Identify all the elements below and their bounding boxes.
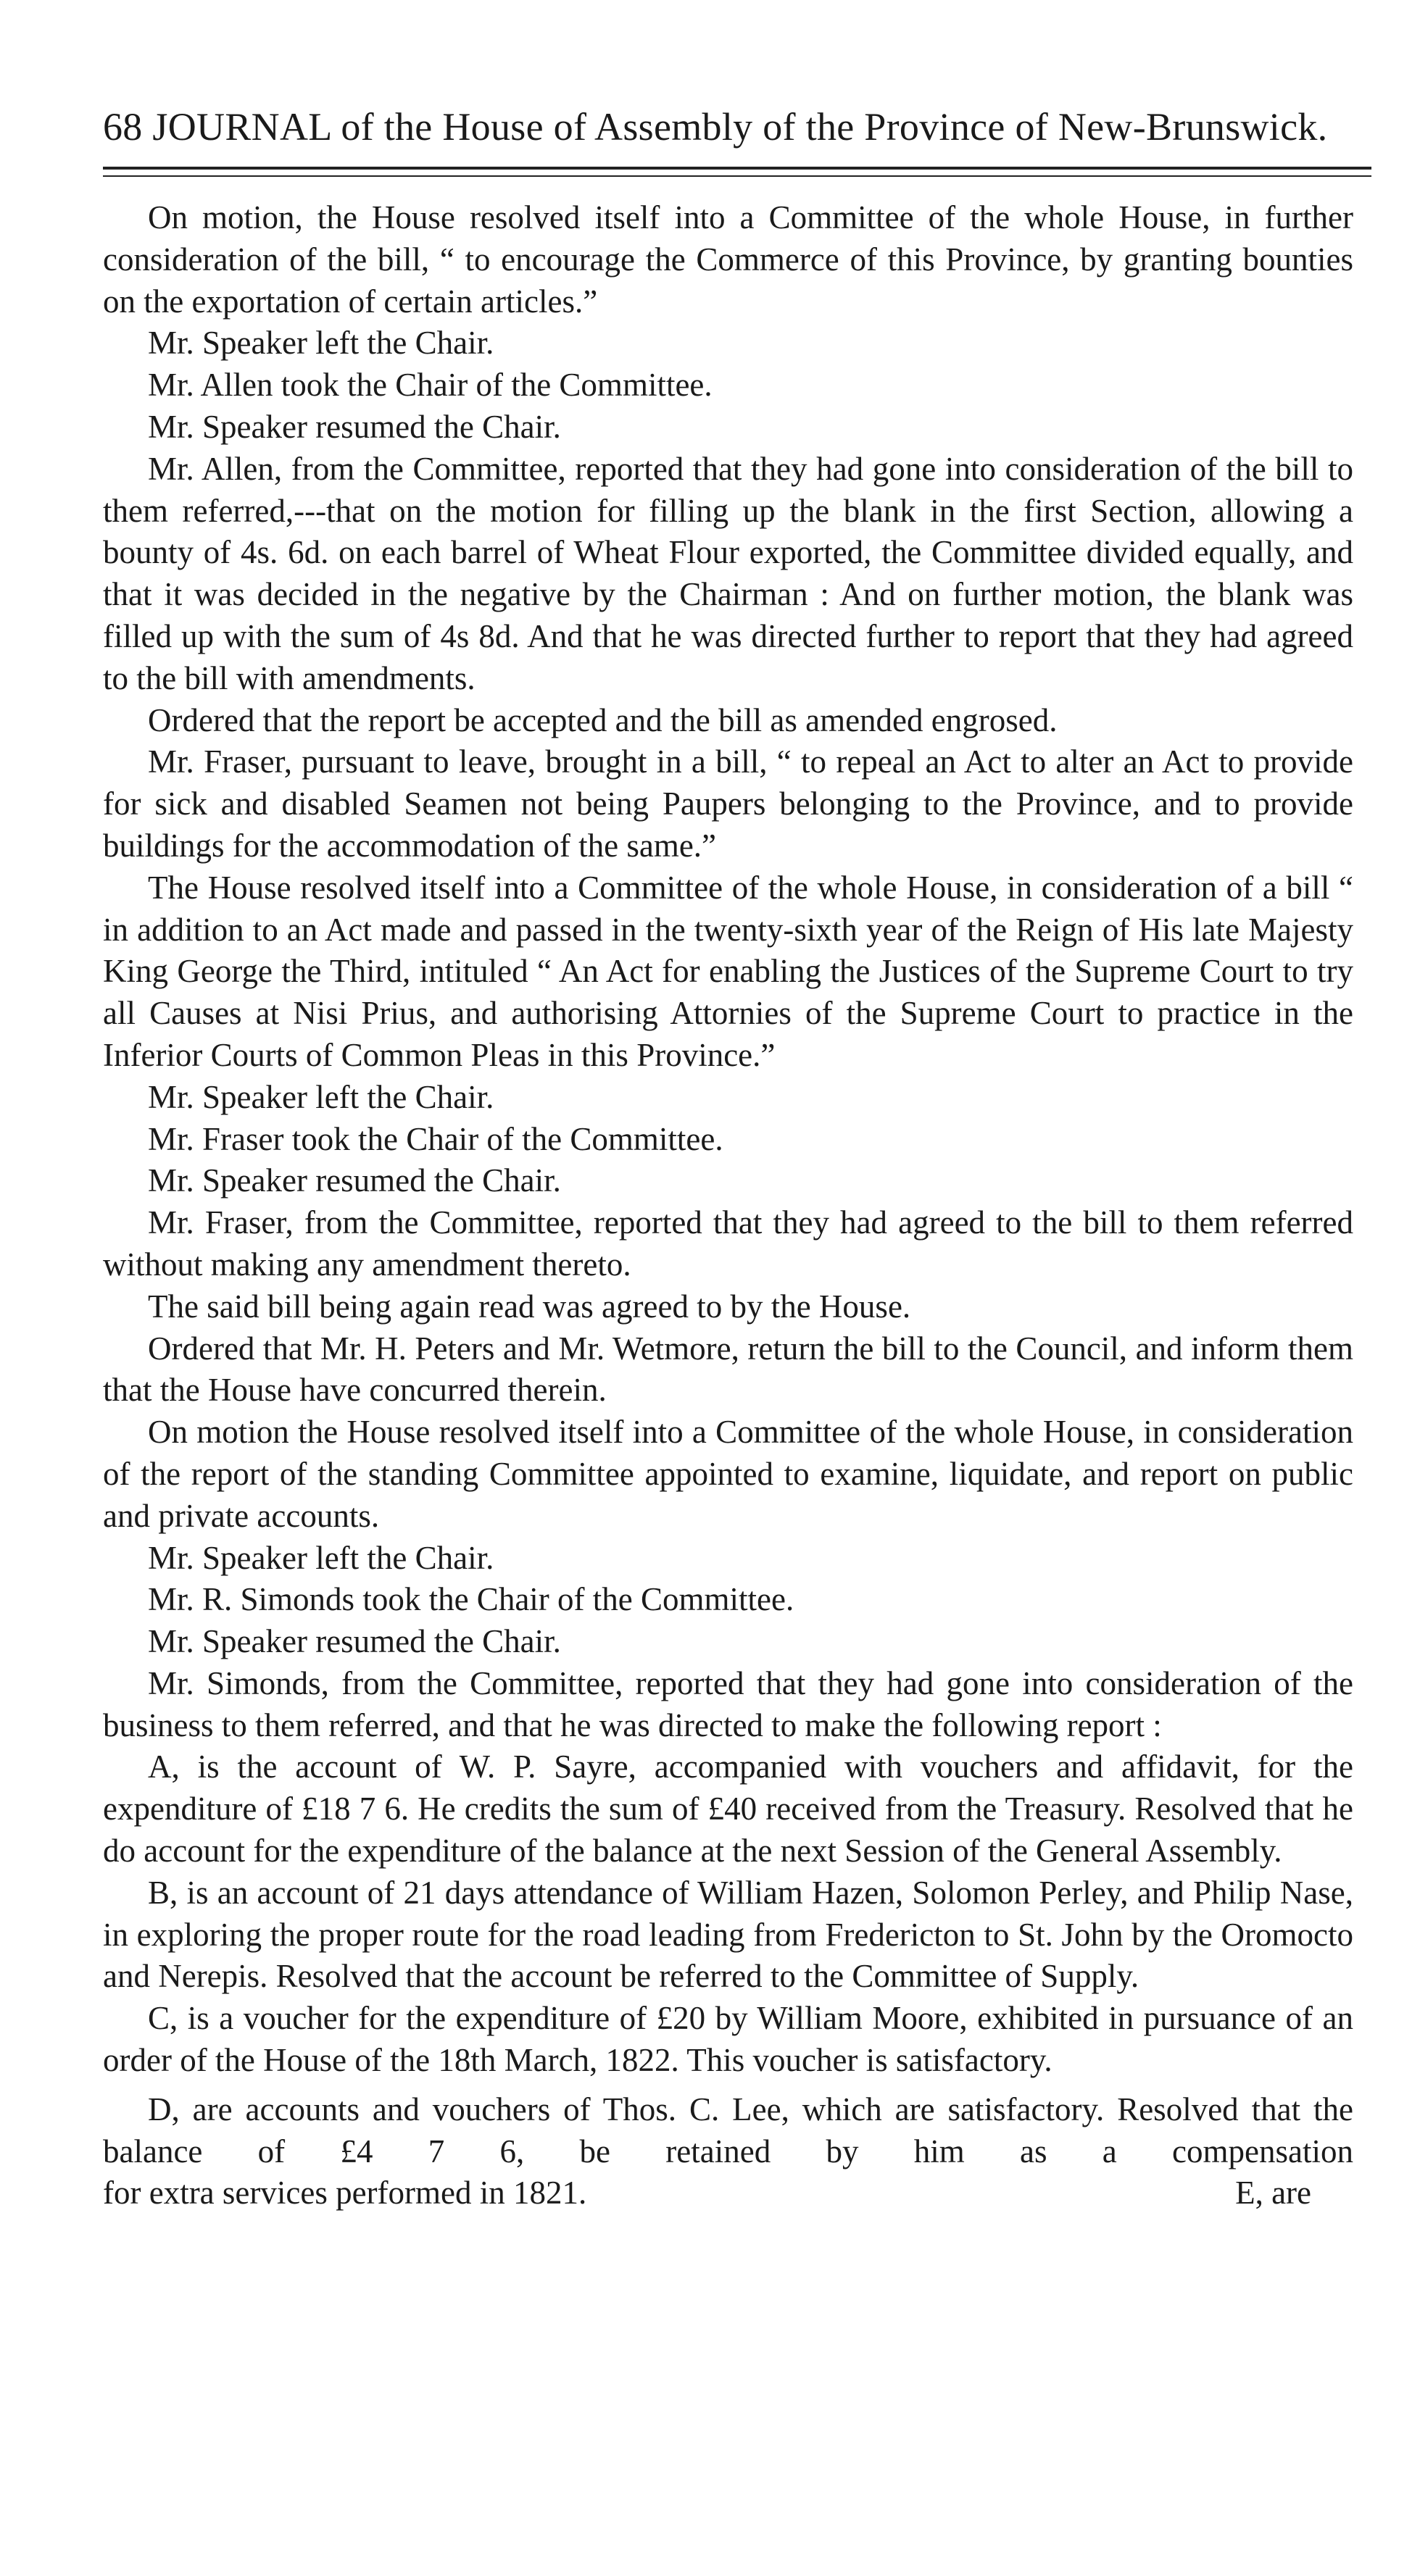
final-line-text: for extra services performed in 1821. <box>103 2175 587 2212</box>
paragraph-return-bill: Ordered that Mr. H. Peters and Mr. Wetmore, return the bill to the Council, and inform them that the House have concurred therein. <box>103 1330 1353 1409</box>
paragraph-speaker-left: Mr. Speaker left the Chair. <box>148 325 494 362</box>
paragraph-nisi-prius-bill: The House resolved itself into a Committee of the whole House, in consideration of a bill “ in addition to an Act made and passed in the twenty-sixth year of the Reign of His late Majesty King George the Third, intituled “ An Act for enabling the Justices of the Supreme Court to try all Causes at Nisi Prius, and authorising Attornies of the Supreme Court to practice in the Inferior Courts of Common Pleas in this Province.” <box>103 869 1353 1073</box>
paragraph-account-a: A, is the account of W. P. Sayre, accompanied with vouchers and affidavit, for the expenditure of £18 7 6. He credits the sum of £40 received from the Treasury. Resolved that he do account for the expenditure of the balance at the next Session of the General Assembly. <box>103 1748 1353 1870</box>
paragraph-allen-chair: Mr. Allen took the Chair of the Committee. <box>148 367 713 404</box>
page-number: 68 <box>103 105 143 149</box>
paragraph-report-accepted: Ordered that the report be accepted and the bill as amended engrosed. <box>148 701 1058 738</box>
paragraph-simonds-chair: Mr. R. Simonds took the Chair of the Committee. <box>148 1581 794 1618</box>
running-title: JOURNAL of the House of Assembly of the Province of New-Brunswick. <box>152 105 1328 149</box>
journal-body <box>103 197 1353 2214</box>
header-rule-thin <box>103 175 1371 177</box>
paragraph-speaker-resumed-3: Mr. Speaker resumed the Chair. <box>148 1623 561 1660</box>
catchword: E, are <box>1235 2175 1311 2212</box>
paragraph-fraser-bill: Mr. Fraser, pursuant to leave, brought in a bill, “ to repeal an Act to alter an Act to provide for sick and disabled Seamen not being Paupers belonging to the Province, and to provide buildings for the accommodation of the same.” <box>103 743 1353 864</box>
paragraph-account-b: B, is an account of 21 days attendance of William Hazen, Solomon Perley, and Philip Nase, in exploring the proper route for the road leading from Fredericton to St. John by the Oromocto and Nerepis. Resolved that the account be referred to the Committee of Supply. <box>103 1874 1353 1995</box>
paragraph-account-d: D, are accounts and vouchers of Thos. C. Lee, which are satisfactory. Resolved that the balance of £4 7 6, be retained by him as a compensation <box>103 2091 1353 2169</box>
paragraph-allen-report: Mr. Allen, from the Committee, reported that they had gone into consideration of the bill to them referred,---that on the motion for filling up the blank in the first Section, allowing a bounty of 4s. 6d. on each barrel of Wheat Flour exported, the Committee divided equally, and that it was decided in the negative by the Chairman : And on further motion, the blank was filled up with the sum of 4s 8d. And that he was directed further to report that they had agreed to the bill with amendments. <box>103 450 1353 696</box>
paragraph-account-d-end <box>103 2172 1353 2214</box>
paragraph-accounts-motion: On motion the House resolved itself into a Committee of the whole House, in consideration of the report of the standing Committee appointed to examine, liquidate, and report on public and private accounts. <box>103 1414 1353 1534</box>
paragraph-speaker-resumed-2: Mr. Speaker resumed the Chair. <box>148 1162 561 1199</box>
page-header <box>103 101 1371 152</box>
paragraph-bill-agreed: The said bill being again read was agreed to by the House. <box>148 1288 911 1325</box>
paragraph-speaker-resumed: Mr. Speaker resumed the Chair. <box>148 408 561 445</box>
header-rule-thick <box>103 167 1371 170</box>
paragraph-simonds-report: Mr. Simonds, from the Committee, reported that they had gone into consideration of the business to them referred, and that he was directed to make the following report : <box>103 1664 1353 1743</box>
paragraph-account-c: C, is a voucher for the expenditure of £20 by William Moore, exhibited in pursuance of an order of the House of the 18th March, 1822. This voucher is satisfactory. <box>103 2000 1353 2079</box>
paragraph-speaker-left-2: Mr. Speaker left the Chair. <box>148 1078 494 1115</box>
paragraph-fraser-report: Mr. Fraser, from the Committee, reported that they had agreed to the bill to them referred without making any amendment thereto. <box>103 1204 1353 1283</box>
paragraph-speaker-left-3: Mr. Speaker left the Chair. <box>148 1539 494 1576</box>
paragraph-committee-motion: On motion, the House resolved itself into a Committee of the whole House, in further consideration of the bill, “ to encourage the Commerce of this Province, by granting bounties on the exportation of certain articles.” <box>103 199 1353 320</box>
paragraph-fraser-chair: Mr. Fraser took the Chair of the Committee. <box>148 1120 723 1157</box>
